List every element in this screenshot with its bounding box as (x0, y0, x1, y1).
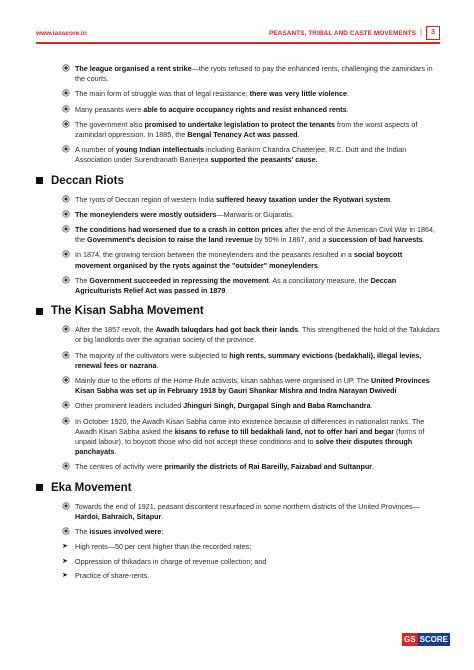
text: High rents—50 per cent higher than the recorded rates; (75, 542, 252, 552)
radio-bullet-icon (62, 462, 72, 472)
eka-list (60, 502, 440, 538)
list-item (60, 376, 440, 396)
list-item (60, 250, 440, 270)
list-item (60, 276, 440, 296)
text: . (347, 89, 350, 99)
section-heading-kisan: The Kisan Sabha Movement (36, 305, 440, 317)
text: . (372, 462, 375, 472)
bold-text: Awadh taluqdars had got back their lands (155, 325, 299, 335)
text: The majority of the cultivators were subjected to (75, 350, 230, 360)
text: . (390, 194, 393, 204)
main-content (51, 64, 440, 585)
text: . This strengthened the hold of the Talukdars or big landlords over the agrarian society of the province. (75, 325, 440, 345)
bold-text: there was very little violence (249, 89, 348, 99)
radio-bullet-icon (62, 120, 72, 130)
square-bullet-icon (36, 177, 43, 184)
list-item (60, 325, 440, 345)
list-item (60, 527, 440, 537)
section-heading-deccan: Deccan Riots (36, 175, 440, 187)
sub-list-item (60, 542, 440, 552)
bold-text: high rents, summary evictions (bedakhali), illegal levies, renewal fees or nazrana (75, 350, 422, 370)
bold-text: promised to undertake legislation to protect the tenants (144, 119, 336, 129)
bold-text: The conditions had worsened due to a crash in cotton prices (75, 225, 283, 235)
arrow-bullet-icon: ➤ (62, 543, 68, 551)
text: . (346, 104, 349, 114)
site-url[interactable]: www.iasscore.in (36, 30, 87, 37)
list-item (60, 64, 440, 84)
text: —the ryots refused to pay the enhanced rents, challenging the zamindars in the courts. (75, 64, 433, 84)
text: . As a conciliatory measure, the (268, 275, 371, 285)
radio-bullet-icon (62, 417, 72, 427)
text: The centres of activity were (75, 462, 165, 472)
radio-bullet-icon (62, 89, 72, 99)
radio-bullet-icon (62, 325, 72, 335)
radio-bullet-icon (62, 210, 72, 220)
bold-text: Government's decision to raise the land revenue (87, 235, 253, 245)
sub-list-item (60, 557, 440, 567)
bold-text: able to acquire occupancy rights and resist enhanced rents (143, 104, 347, 114)
radio-bullet-icon (62, 276, 72, 286)
bold-text: suffered heavy taxation under the Ryotwari system (216, 194, 391, 204)
text: . (156, 360, 159, 370)
text: Many peasants were (75, 104, 144, 114)
list-item (60, 145, 440, 165)
bold-text: social boycott movement organised by the ryots against the "outsider" moneylenders (75, 250, 403, 270)
text: Mainly due to the efforts of the Home Rule activists, kisan sabhas were organised in UP. The (75, 376, 372, 386)
square-bullet-icon (36, 484, 43, 491)
bold-text: issues involved were (89, 527, 162, 537)
radio-bullet-icon (62, 225, 72, 235)
eka-sublist (60, 542, 440, 581)
list-item (60, 89, 440, 99)
header-rule (36, 42, 440, 44)
text: . (370, 401, 373, 411)
radio-bullet-icon (62, 502, 72, 512)
bold-text: solve their disputes through panchayats (75, 437, 413, 457)
bold-text: Bengal Tenancy Act was passed (187, 130, 298, 140)
radio-bullet-icon (62, 195, 72, 205)
text: The ryots of Deccan region of western India (75, 194, 217, 204)
bold-text: Deccan Agriculturists Relief Act was passed in 1879 (75, 275, 397, 296)
text: . (225, 286, 228, 296)
bold-text: The league organised a rent strike (75, 64, 192, 73)
radio-bullet-icon (62, 376, 72, 386)
radio-bullet-icon (62, 527, 72, 537)
list-item (60, 401, 440, 411)
radio-bullet-icon (62, 250, 72, 260)
text: . (161, 511, 164, 521)
gsscore-logo: GS SCORE (404, 635, 449, 644)
text: including Bankim Chandra Chatterjee, R.C. Dutt and the Indian Association under Surendranath Banerjea (75, 145, 407, 165)
text: The main form of struggle was that of legal resistance; (75, 89, 250, 99)
text: Towards the end of 1921, peasant discontent resurfaced in some northern districts of the United Provinces— (75, 501, 420, 511)
list-item (60, 462, 440, 472)
text: . (317, 260, 320, 270)
radio-bullet-icon (62, 401, 72, 411)
list-item (60, 225, 440, 245)
intro-list (60, 64, 440, 166)
list-item (60, 417, 440, 458)
text: After the 1857 revolt, the (75, 325, 156, 335)
bold-text: kisans to refuse to till bedakhali land, not to offer hari and begar (174, 426, 395, 436)
list-item (60, 105, 440, 115)
arrow-bullet-icon: ➤ (62, 571, 68, 579)
text: . (422, 235, 425, 245)
list-item (60, 351, 440, 371)
text: (forms of unpaid labour), to boycott those who did not accept these conditions and to (75, 426, 425, 447)
bold-text: primarily the districts of Rai Bareilly, Faizabad and Sultanpur (164, 462, 373, 472)
radio-bullet-icon (62, 351, 72, 361)
kisan-list (60, 325, 440, 472)
text: In 1874, the growing tension between the moneylenders and the peasants resulted in a (75, 250, 354, 260)
bold-text: Hardoi, Bahraich, Sitapur (75, 511, 162, 521)
text: The (75, 527, 90, 537)
text: Oppression of thikadars in charge of revenue collection; and (75, 556, 267, 566)
list-item (60, 210, 440, 220)
list-item (60, 502, 440, 522)
page-number: 3 (426, 26, 440, 40)
bold-text: Jhinguri Singh, Durgapal Singh and Baba Ramchandra (183, 401, 371, 411)
text: Practice of share-rents. (75, 570, 150, 580)
sub-list-item (60, 571, 440, 581)
text: after the end of the American Civil War in 1864, the (75, 225, 436, 245)
list-item (60, 120, 440, 140)
square-bullet-icon (36, 308, 43, 315)
text: A number of (75, 145, 116, 155)
section-heading-eka: Eka Movement (36, 482, 440, 494)
text: : (161, 527, 164, 537)
radio-bullet-icon (62, 145, 72, 155)
list-item (60, 195, 440, 205)
text: —Marwaris or Gujaratis. (216, 209, 294, 219)
bold-text: The moneylenders were mostly outsiders (75, 209, 217, 219)
text: . (297, 130, 300, 140)
text: The government also (75, 119, 145, 129)
bold-text: Government succeeded in repressing the movement (89, 275, 269, 285)
text: Other prominent leaders included (75, 401, 184, 411)
page-header (0, 0, 474, 48)
text: In October 1920, the Awadh Kisan Sabha came into existence because of differences in nationalist ranks. The Awadh Kisan Sabha asked the (75, 416, 425, 436)
deccan-list (60, 195, 440, 297)
bold-text: succession of bad harvests (328, 235, 423, 245)
text: . (114, 447, 117, 457)
radio-bullet-icon (62, 105, 72, 115)
radio-bullet-icon (62, 64, 72, 74)
chapter-title: PEASANTS, TRIBAL AND CASTE MOVEMENTS (268, 30, 416, 37)
text: The (75, 275, 90, 285)
text: by 50% in 1867, and a (252, 235, 329, 245)
header-separator: | (420, 29, 422, 36)
bold-text: supported the peasants' cause. (210, 155, 318, 165)
arrow-bullet-icon: ➤ (62, 557, 68, 565)
bold-text: young Indian intellectuals (115, 145, 205, 155)
text: from the worst aspects of zamindari oppression. In 1885, the (75, 119, 418, 140)
bold-text: United Provinces Kisan Sabha was set up in February 1918 by Gauri Shankar Mishra and Indra Narayan Dwivedi (75, 376, 430, 396)
